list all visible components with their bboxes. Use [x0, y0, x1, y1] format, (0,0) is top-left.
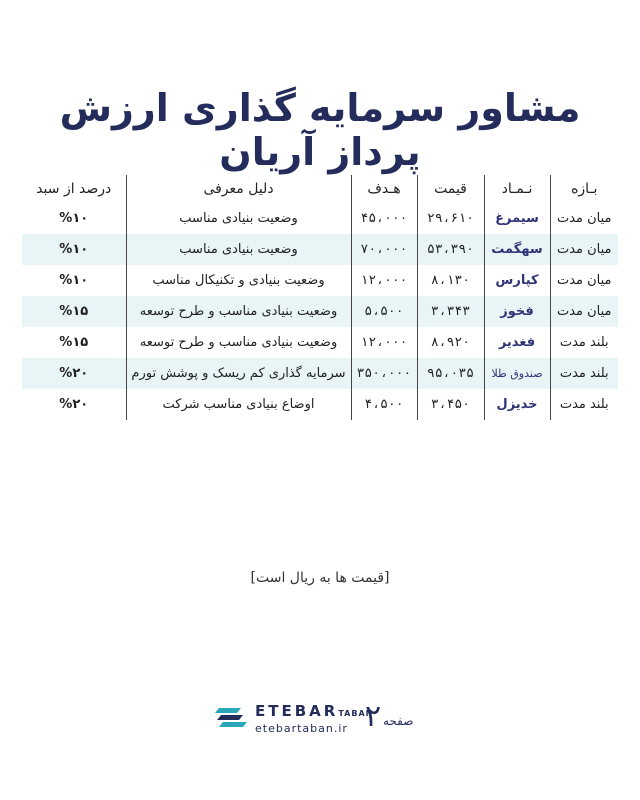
cell-reason: اوضاع بنیادی مناسب شرکت: [126, 389, 351, 420]
cell-reason: وضعیت بنیادی مناسب: [126, 203, 351, 234]
header-percent: درصد از سبد: [22, 175, 126, 203]
website-url[interactable]: etebartaban.ir: [255, 722, 348, 735]
cell-target: ۴،۵۰۰: [351, 389, 417, 420]
cell-symbol: خدیزل: [484, 389, 550, 420]
cell-target: ۱۲،۰۰۰: [351, 327, 417, 358]
cell-percent: %۱۵: [22, 327, 126, 358]
table-row: [22, 358, 618, 389]
cell-percent: %۲۰: [22, 358, 126, 389]
cell-target: ۵،۵۰۰: [351, 296, 417, 327]
cell-price: ۵۳،۳۹۰: [417, 234, 484, 265]
cell-percent: %۱۰: [22, 265, 126, 296]
cell-period: بلند مدت: [559, 397, 609, 412]
cell-target: ۱۲،۰۰۰: [351, 265, 417, 296]
cell-period: میان مدت: [556, 273, 612, 288]
cell-period: میان مدت: [550, 234, 618, 265]
cell-symbol: سهگمت: [484, 234, 550, 265]
table-row: [22, 203, 618, 234]
footer: [215, 700, 435, 740]
cell-symbol: صندوق طلا: [484, 358, 550, 389]
cell-percent: %۲۰: [22, 389, 126, 420]
cell-percent: %۱۰: [22, 234, 126, 265]
cell-price: ۸،۱۳۰: [417, 265, 484, 296]
cell-reason: وضعیت بنیادی مناسب و طرح توسعه: [126, 296, 351, 327]
cell-symbol: سیمرغ: [484, 203, 550, 234]
currency-note: [قیمت ها به ریال است]: [250, 570, 390, 586]
cell-reason: وضعیت بنیادی مناسب: [126, 234, 351, 265]
page-title: مشاور سرمایه گذاری ارزش پرداز آریان: [59, 86, 581, 174]
table-row: [22, 265, 618, 296]
cell-target: ۷۰،۰۰۰: [351, 234, 417, 265]
table-header-row: [22, 175, 618, 203]
header-price: قیمت: [417, 175, 484, 203]
header-target: هـدف: [351, 175, 417, 203]
cell-percent: %۱۵: [22, 296, 126, 327]
cell-period: بلند مدت: [559, 335, 609, 350]
cell-price: ۳،۳۴۳: [417, 296, 484, 327]
header-symbol: نـمـاد: [484, 175, 550, 203]
etebar-logo-icon: [215, 704, 249, 730]
cell-price: ۹۵،۰۳۵: [417, 358, 484, 389]
cell-price: ۸،۹۲۰: [417, 327, 484, 358]
cell-price: ۳،۴۵۰: [417, 389, 484, 420]
page-label: صفحه: [383, 714, 414, 728]
table-row: [22, 327, 618, 358]
cell-reason: سرمایه گذاری کم ریسک و پوشش تورم: [126, 358, 351, 389]
cell-price: ۲۹،۶۱۰: [417, 203, 484, 234]
table-row: [22, 296, 618, 327]
cell-target: ۴۵،۰۰۰: [351, 203, 417, 234]
cell-reason: وضعیت بنیادی و تکنیکال مناسب: [126, 265, 351, 296]
header-reason: دلیل معرفی: [126, 175, 351, 203]
cell-target: ۳۵۰،۰۰۰: [351, 358, 417, 389]
brand-suffix: TABAN: [338, 709, 374, 718]
cell-period: بلند مدت: [550, 358, 618, 389]
table-row: [22, 389, 618, 420]
page-number: ۲: [365, 699, 382, 734]
header-period: بـازه: [571, 181, 598, 197]
cell-symbol: فخوز: [484, 296, 550, 327]
cell-period: میان مدت: [556, 211, 612, 226]
cell-symbol: کپارس: [484, 265, 550, 296]
cell-reason: وضعیت بنیادی مناسب و طرح توسعه: [126, 327, 351, 358]
cell-period: میان مدت: [550, 296, 618, 327]
portfolio-table: [22, 175, 618, 420]
brand-name: [255, 702, 373, 720]
cell-symbol: فغدیر: [484, 327, 550, 358]
brand-main: ETEBAR: [255, 702, 339, 720]
cell-percent: %۱۰: [22, 203, 126, 234]
table-row: [22, 234, 618, 265]
